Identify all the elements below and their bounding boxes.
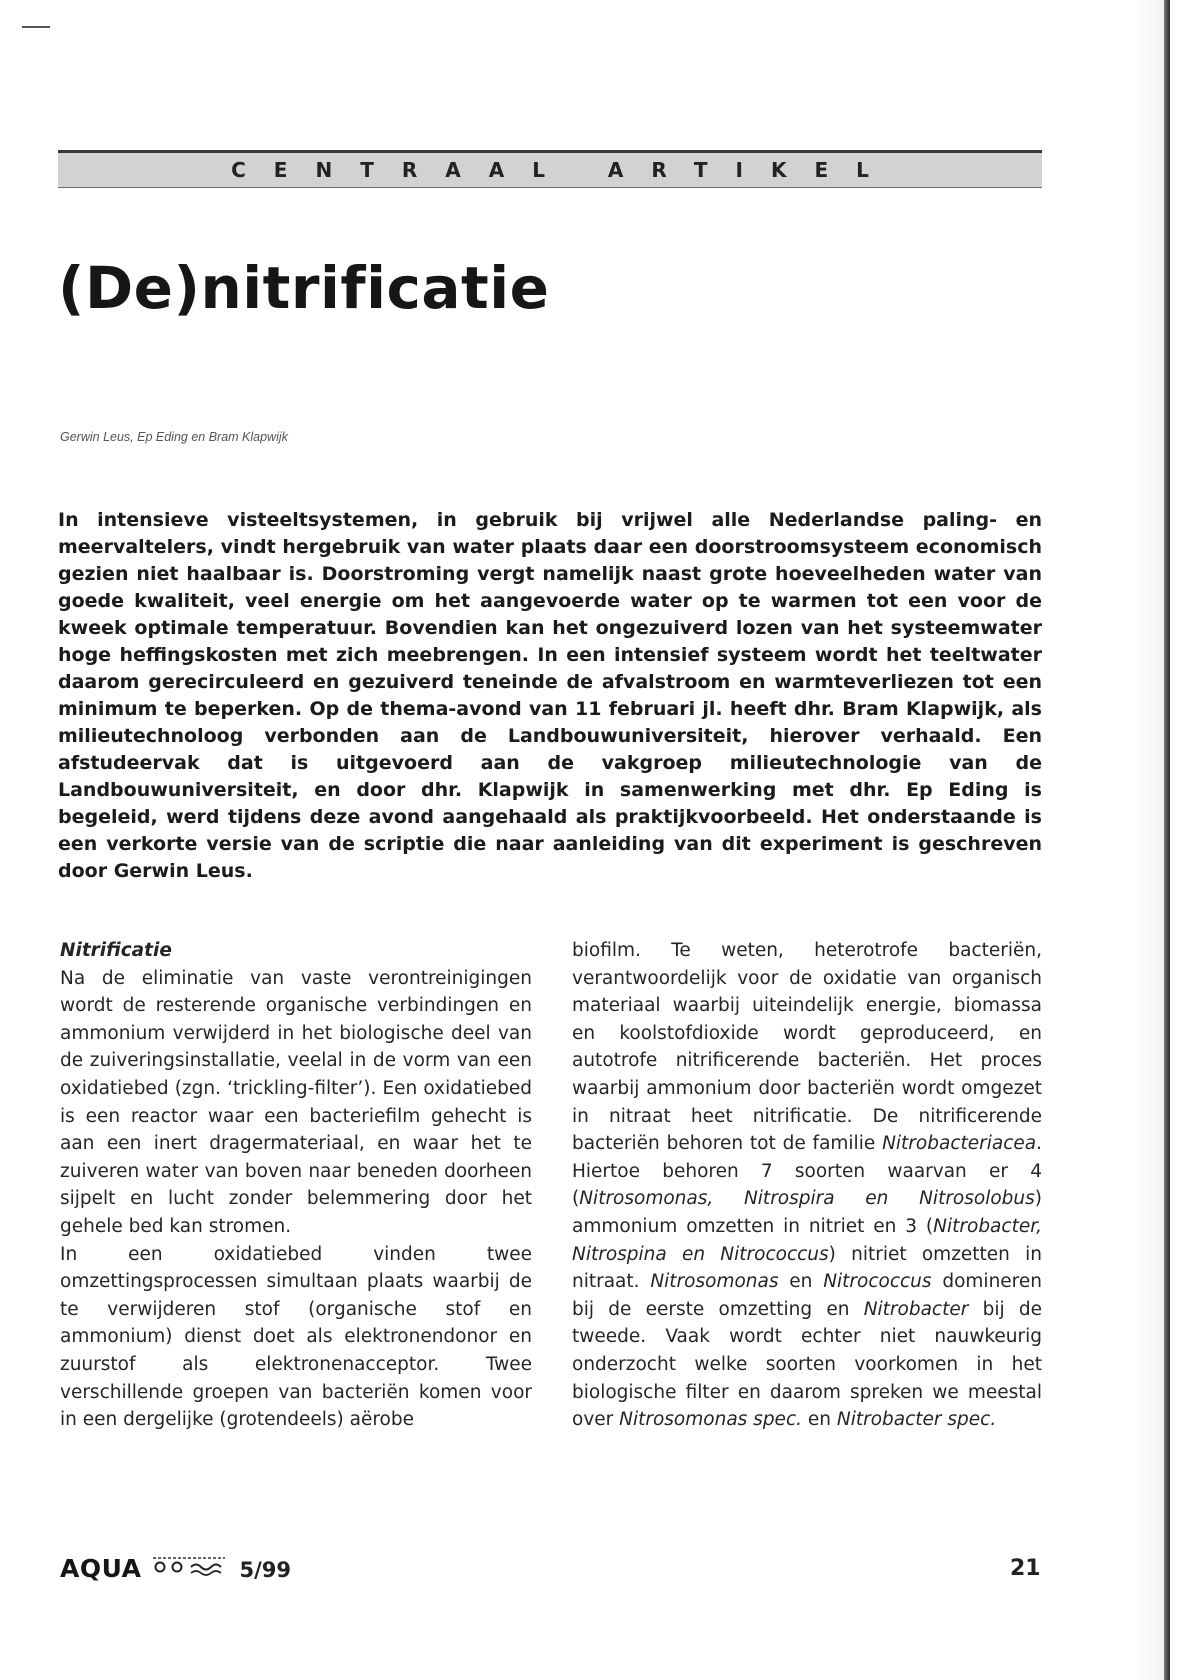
subheading-nitrificatie: Nitrificatie [60,940,172,961]
italic-term: Nitrobacteriacea [882,1133,1037,1155]
right-column [572,937,1042,1434]
italic-term: Nitrosomonas [650,1271,779,1293]
left-column [60,937,532,1434]
text-run: domineren bij de eerste omzetting en [572,1271,1042,1320]
text-run: bij de tweede. Vaak wordt echter niet nauwkeurig onderzocht welke soorten voorkomen in het biologische filter en daarom spreken we meestal over [572,1298,1042,1431]
italic-term: Nitrosomonas, Nitrospira en Nitrosolobus [579,1188,1035,1210]
text-run: . Hiertoe behoren 7 soorten waarvan er 4 ( [572,1133,1042,1210]
article-title: (De)nitrificatie [58,254,550,322]
page-number: 21 [1010,1556,1041,1581]
italic-term: Nitrococcus [823,1271,932,1293]
italic-term: Nitrobacter, Nitrospina en Nitrococcus [572,1215,1042,1265]
text-run: en [778,1271,824,1293]
paragraph [572,937,1042,1434]
footer-brand-block [60,1554,291,1583]
issue-number: 5/99 [239,1558,291,1582]
italic-term: Nitrobacter spec. [836,1409,997,1431]
article-intro: In intensieve visteeltsystemen, in gebruik bij vrijwel alle Nederlandse paling- en meervaltelers, vindt hergebruik van water plaats daar een doorstroomsysteem economisch gezien niet haalbaar is. Doorstroming vergt namelijk naast grote hoeveelheden water van goede kwaliteit, veel energie om het aangevoerde water op te warmen tot een voor de kweek optimale temperatuur. Bovendien kan het ongezuiverd lozen van het systeemwater hoge heffingskosten met zich meebrengen. In een intensief systeem wordt het teeltwater daarom gerecirculeerd en gezuiverd teneinde de afvalstroom en warmteverliezen tot een minimum te beperken. Op de thema-avond van 11 februari jl. heeft dhr. Bram Klapwijk, als milieutechnoloog verbonden aan de Landbouwuniversiteit, hierover verhaald. Een afstudeervak dat is uitgevoerd aan de vakgroep milieutechnologie van de Landbouwuniversiteit, en door dhr. Klapwijk in samenwerking met dhr. Ep Eding is begeleid, werd tijdens deze avond aangehaald als praktijkvoorbeeld. Het onderstaande is een verkorte versie van de scriptie die naar aanleiding van dit experiment is geschreven door Gerwin Leus. [58,509,1042,882]
text-run: ) ammonium omzetten in nitriet en 3 ( [572,1188,1042,1237]
scan-mark [22,26,50,28]
article-authors: Gerwin Leus, Ep Eding en Bram Klapwijk [60,430,288,444]
italic-term: Nitrosomonas spec. [619,1409,802,1431]
scan-edge [1164,0,1170,1680]
paragraph: Na de eliminatie van vaste verontreinigingen wordt de resterende organische verbindingen en ammonium verwijderd in het biologische deel van de zuiveringsinstallatie, veelal in de vorm van een oxidatiebed (zgn. ‘trickling-filter’). Een oxidatiebed is een reactor waar een bacteriefilm gehecht is aan een inert dragermateriaal, en waar het te zuiveren water van boven naar beneden doorheen sijpelt en lucht zonder belemmering door het gehele bed kan stromen. [60,967,532,1237]
paragraph: In een oxidatiebed vinden twee omzettingsprocessen simultaan plaats waarbij de te verwijderen stof (organische stof en ammonium) dienst doet als elektronendonor en zuurstof als elektronenacceptor. Twee verschillende groepen van bacteriën komen voor in een dergelijke (grotendeels) aërobe [60,1243,532,1431]
italic-term: Nitrobacter [863,1298,969,1320]
text-run: ) nitriet omzetten in nitraat. [572,1243,1042,1293]
text-run: en [802,1409,837,1431]
section-banner [58,150,1042,188]
fish-logo-icon [151,1555,229,1577]
section-label: CENTRAAL ARTIKEL [231,158,897,182]
scan-fold-shadow [1134,0,1164,1680]
text-run: biofilm. Te weten, heterotrofe bacteriën, verantwoordelijk voor de oxidatie van organisch materiaal waarbij uiteindelijk energie, biomassa en koolstofdioxide wordt geproduceerd, en autotrofe nitrificerende bacteriën. Het proces waarbij ammonium door bacteriën wordt omgezet in nitraat heet nitrificatie. De nitrificerende bacteriën behoren tot de familie [572,940,1042,1155]
brand-name: AQUA [60,1554,142,1583]
